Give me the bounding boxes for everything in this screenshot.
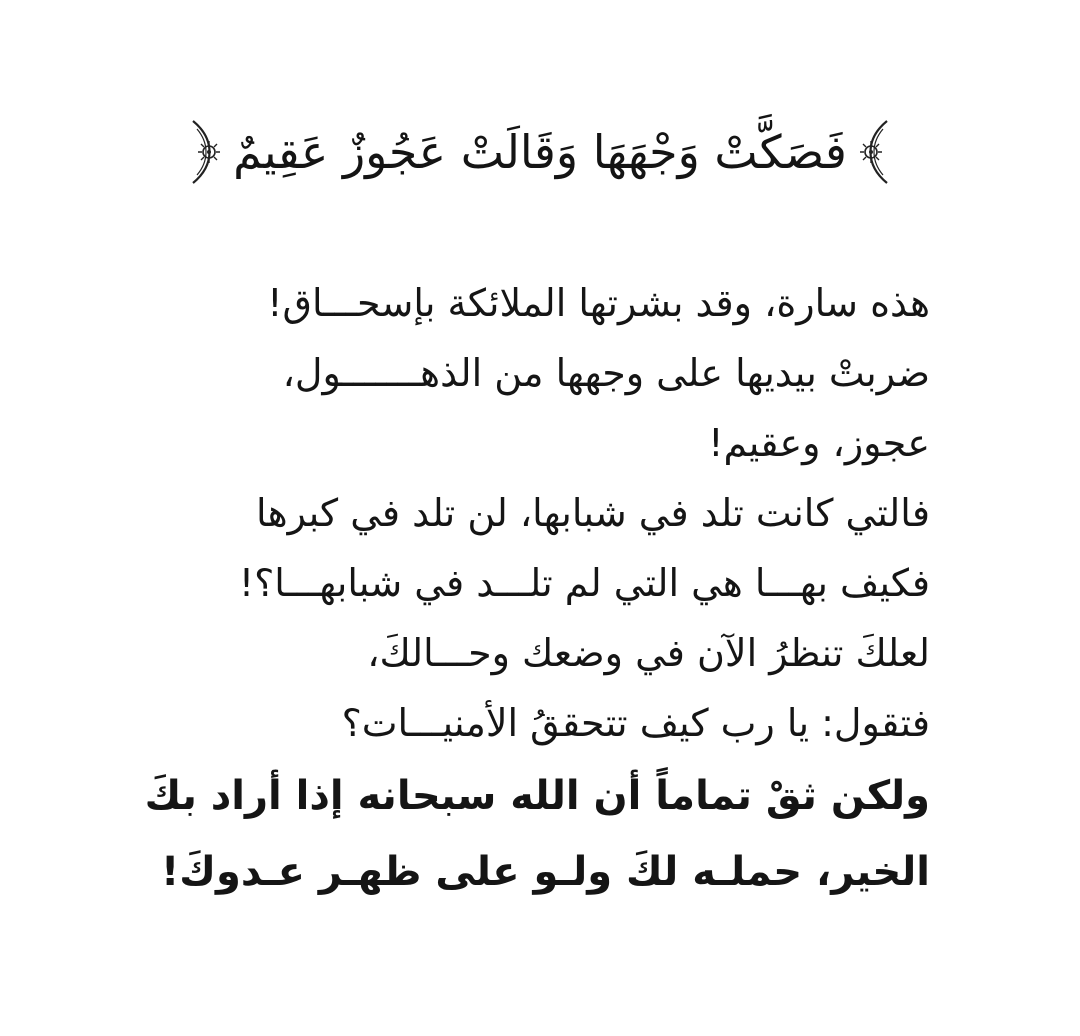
verse-ornament-left-icon — [185, 117, 223, 187]
quote-line: هذه سارة، وقد بشرتها الملائكة بإسحـــاق! — [267, 281, 930, 325]
quran-verse — [0, 112, 1080, 192]
quote-line: عجوز، وعقيم! — [708, 421, 930, 465]
quote-line: فتقول: يا رب كيف تتحققُ الأمنيـــات؟ — [341, 701, 930, 745]
quote-line: فالتي كانت تلد في شبابها، لن تلد في كبرها — [256, 491, 930, 535]
quote-body — [144, 268, 930, 910]
quote-line-emphasis: الخير، حملـه لكَ ولـو على ظهـر عـدوكَ! — [161, 849, 930, 895]
quote-line: ضربتْ بيديها على وجهها من الذهـــــــول، — [282, 351, 930, 395]
verse-text: فَصَكَّتْ وَجْهَهَا وَقَالَتْ عَجُوزٌ عَقِيمٌ — [233, 125, 847, 179]
quote-line-emphasis: ولكن ثقْ تماماً أن الله سبحانه إذا أراد بكَ — [144, 773, 930, 819]
verse-ornament-right-icon — [857, 117, 895, 187]
quote-line: لعلكَ تنظرُ الآن في وضعك وحـــالكَ، — [367, 631, 930, 675]
quote-line: فكيف بهـــا هي التي لم تلـــد في شبابهـــا؟! — [238, 561, 930, 605]
